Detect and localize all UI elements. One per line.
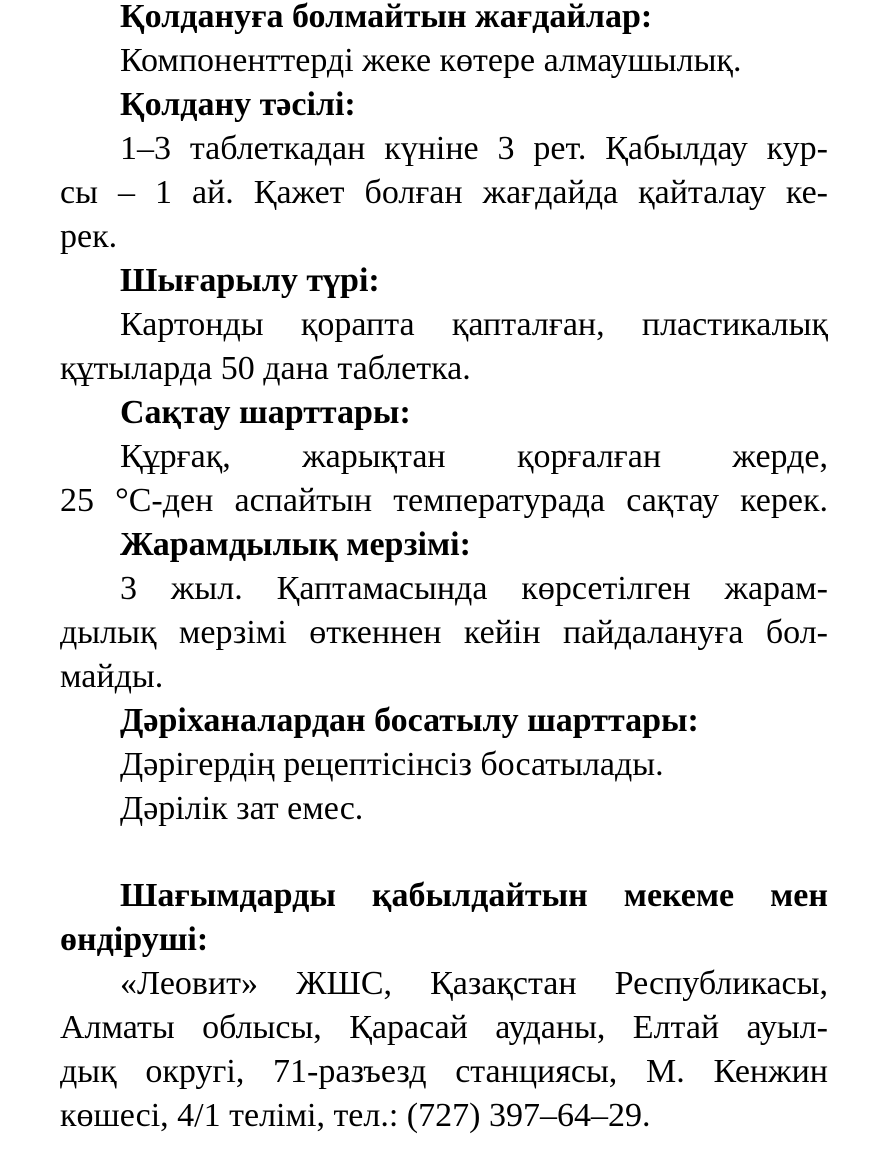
- section-heading: Сақтау шарттары:: [120, 394, 411, 431]
- paragraph-line: «Леовит» ЖШС, Қазақстан Республикасы,: [120, 965, 828, 1002]
- paragraph-line: сы – 1 ай. Қажет болған жағдайда қайталау ке-: [60, 174, 828, 211]
- paragraph-line: дылық мерзімі өткеннен кейін пайдалануға бол-: [60, 614, 828, 651]
- spacer: [60, 831, 828, 874]
- section-heading: Қолдануға болмайтын жағдайлар:: [120, 0, 653, 35]
- section-heading: Шағымдарды қабылдайтын мекеме мен: [120, 877, 828, 914]
- paragraph-line: көшесі, 4/1 телімі, тел.: (727) 397–64–29.: [60, 1097, 651, 1134]
- paragraph-line: Алматы облысы, Қарасай ауданы, Елтай ауыл-: [60, 1009, 828, 1046]
- paragraph-line: Картонды қорапта қапталған, пластикалық: [120, 306, 828, 343]
- section-heading: Жарамдылық мерзімі:: [120, 526, 471, 563]
- paragraph-line: 3 жыл. Қаптамасында көрсетілген жарам-: [120, 570, 828, 607]
- section-heading: өндіруші:: [60, 921, 209, 958]
- paragraph-line: Құрғақ, жарықтан қорғалған жерде,: [120, 438, 828, 475]
- section-heading: Шығарылу түрі:: [120, 262, 380, 299]
- paragraph-line: 25 °С-ден аспайтын температурада сақтау керек.: [60, 482, 828, 519]
- section-heading: Дәріханалардан босатылу шарттары:: [120, 702, 699, 739]
- document-page: [60, 0, 828, 1138]
- section-heading: Қолдану тәсілі:: [120, 86, 356, 123]
- paragraph-line: дық округі, 71-разъезд станциясы, М. Кенжин: [60, 1053, 828, 1090]
- paragraph-line: 1–3 таблеткадан күніне 3 рет. Қабылдау кур-: [120, 130, 828, 167]
- paragraph-line: рек.: [60, 218, 118, 255]
- paragraph-line: Компоненттерді жеке көтере алмаушылық.: [120, 42, 742, 79]
- paragraph-line: Дәрігердің рецептісінсіз босатылады.: [120, 746, 664, 783]
- paragraph-line: құтыларда 50 дана таблетка.: [60, 350, 471, 387]
- paragraph-line: майды.: [60, 658, 164, 695]
- paragraph-line: Дәрілік зат емес.: [120, 790, 364, 827]
